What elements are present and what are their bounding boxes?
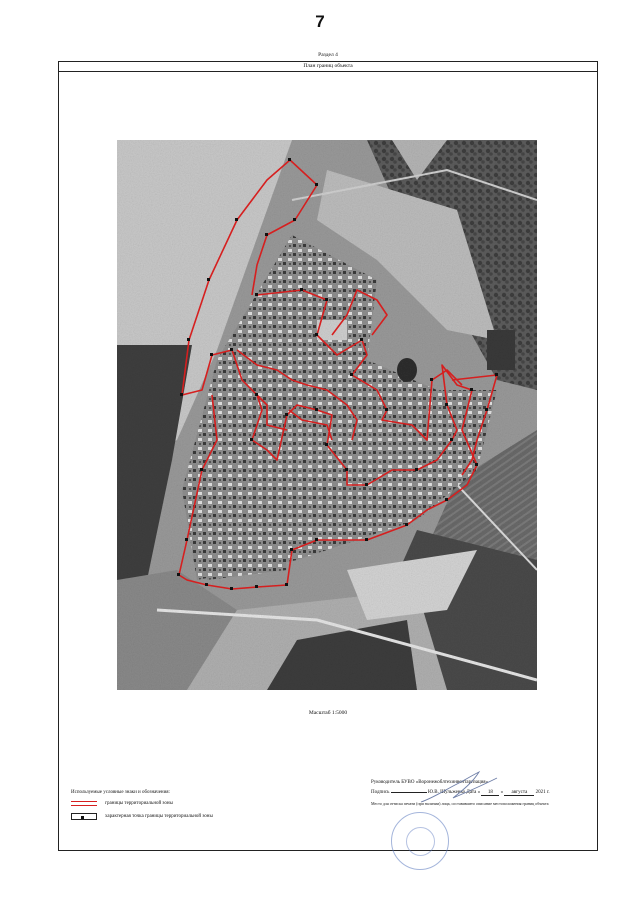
map-legend xyxy=(71,790,311,827)
aerial-map xyxy=(117,140,537,690)
official-stamp-icon xyxy=(391,812,449,870)
signature-block xyxy=(371,780,597,811)
signature-organization: Руководитель БУВО «Воронежоблтехинвентаризация» xyxy=(371,780,489,785)
handwritten-signature xyxy=(419,768,499,808)
characteristic-point-marker-icon xyxy=(71,813,97,820)
date-month: августа xyxy=(504,790,534,796)
signer-name: Ю.В. Шульженко xyxy=(427,790,466,795)
legend-title: Используемые условные знаки и обозначения: xyxy=(71,790,170,795)
legend-item xyxy=(71,801,311,806)
map-scale-label: Масштаб 1:5000 xyxy=(308,710,348,716)
sheet-header: План границ объекта xyxy=(59,62,597,72)
map-sheet xyxy=(58,61,598,851)
legend-item xyxy=(71,813,311,820)
signature-prefix: Подпись xyxy=(371,790,390,795)
date-year: 2021 г. xyxy=(535,790,550,795)
date-prefix: Дата « xyxy=(466,790,481,795)
legend-item-label: характерная точка границы территориальной зоны xyxy=(105,814,213,819)
section-title: Раздел 4 xyxy=(318,52,338,58)
page-number: 7 xyxy=(315,12,325,31)
legend-item-label: границы территориальной зоны xyxy=(105,801,173,806)
signature-line: Подпись Ю.В. Шульженко Дата « 18 » августа 2021 г. xyxy=(371,790,550,795)
date-day: 18 xyxy=(481,790,499,796)
seal-caption: Место для оттиска печати (при наличии) лица, составившего описание местоположения границ объекта xyxy=(371,801,549,806)
aerial-imagery xyxy=(117,140,537,690)
red-boundary-line-icon xyxy=(71,801,97,806)
